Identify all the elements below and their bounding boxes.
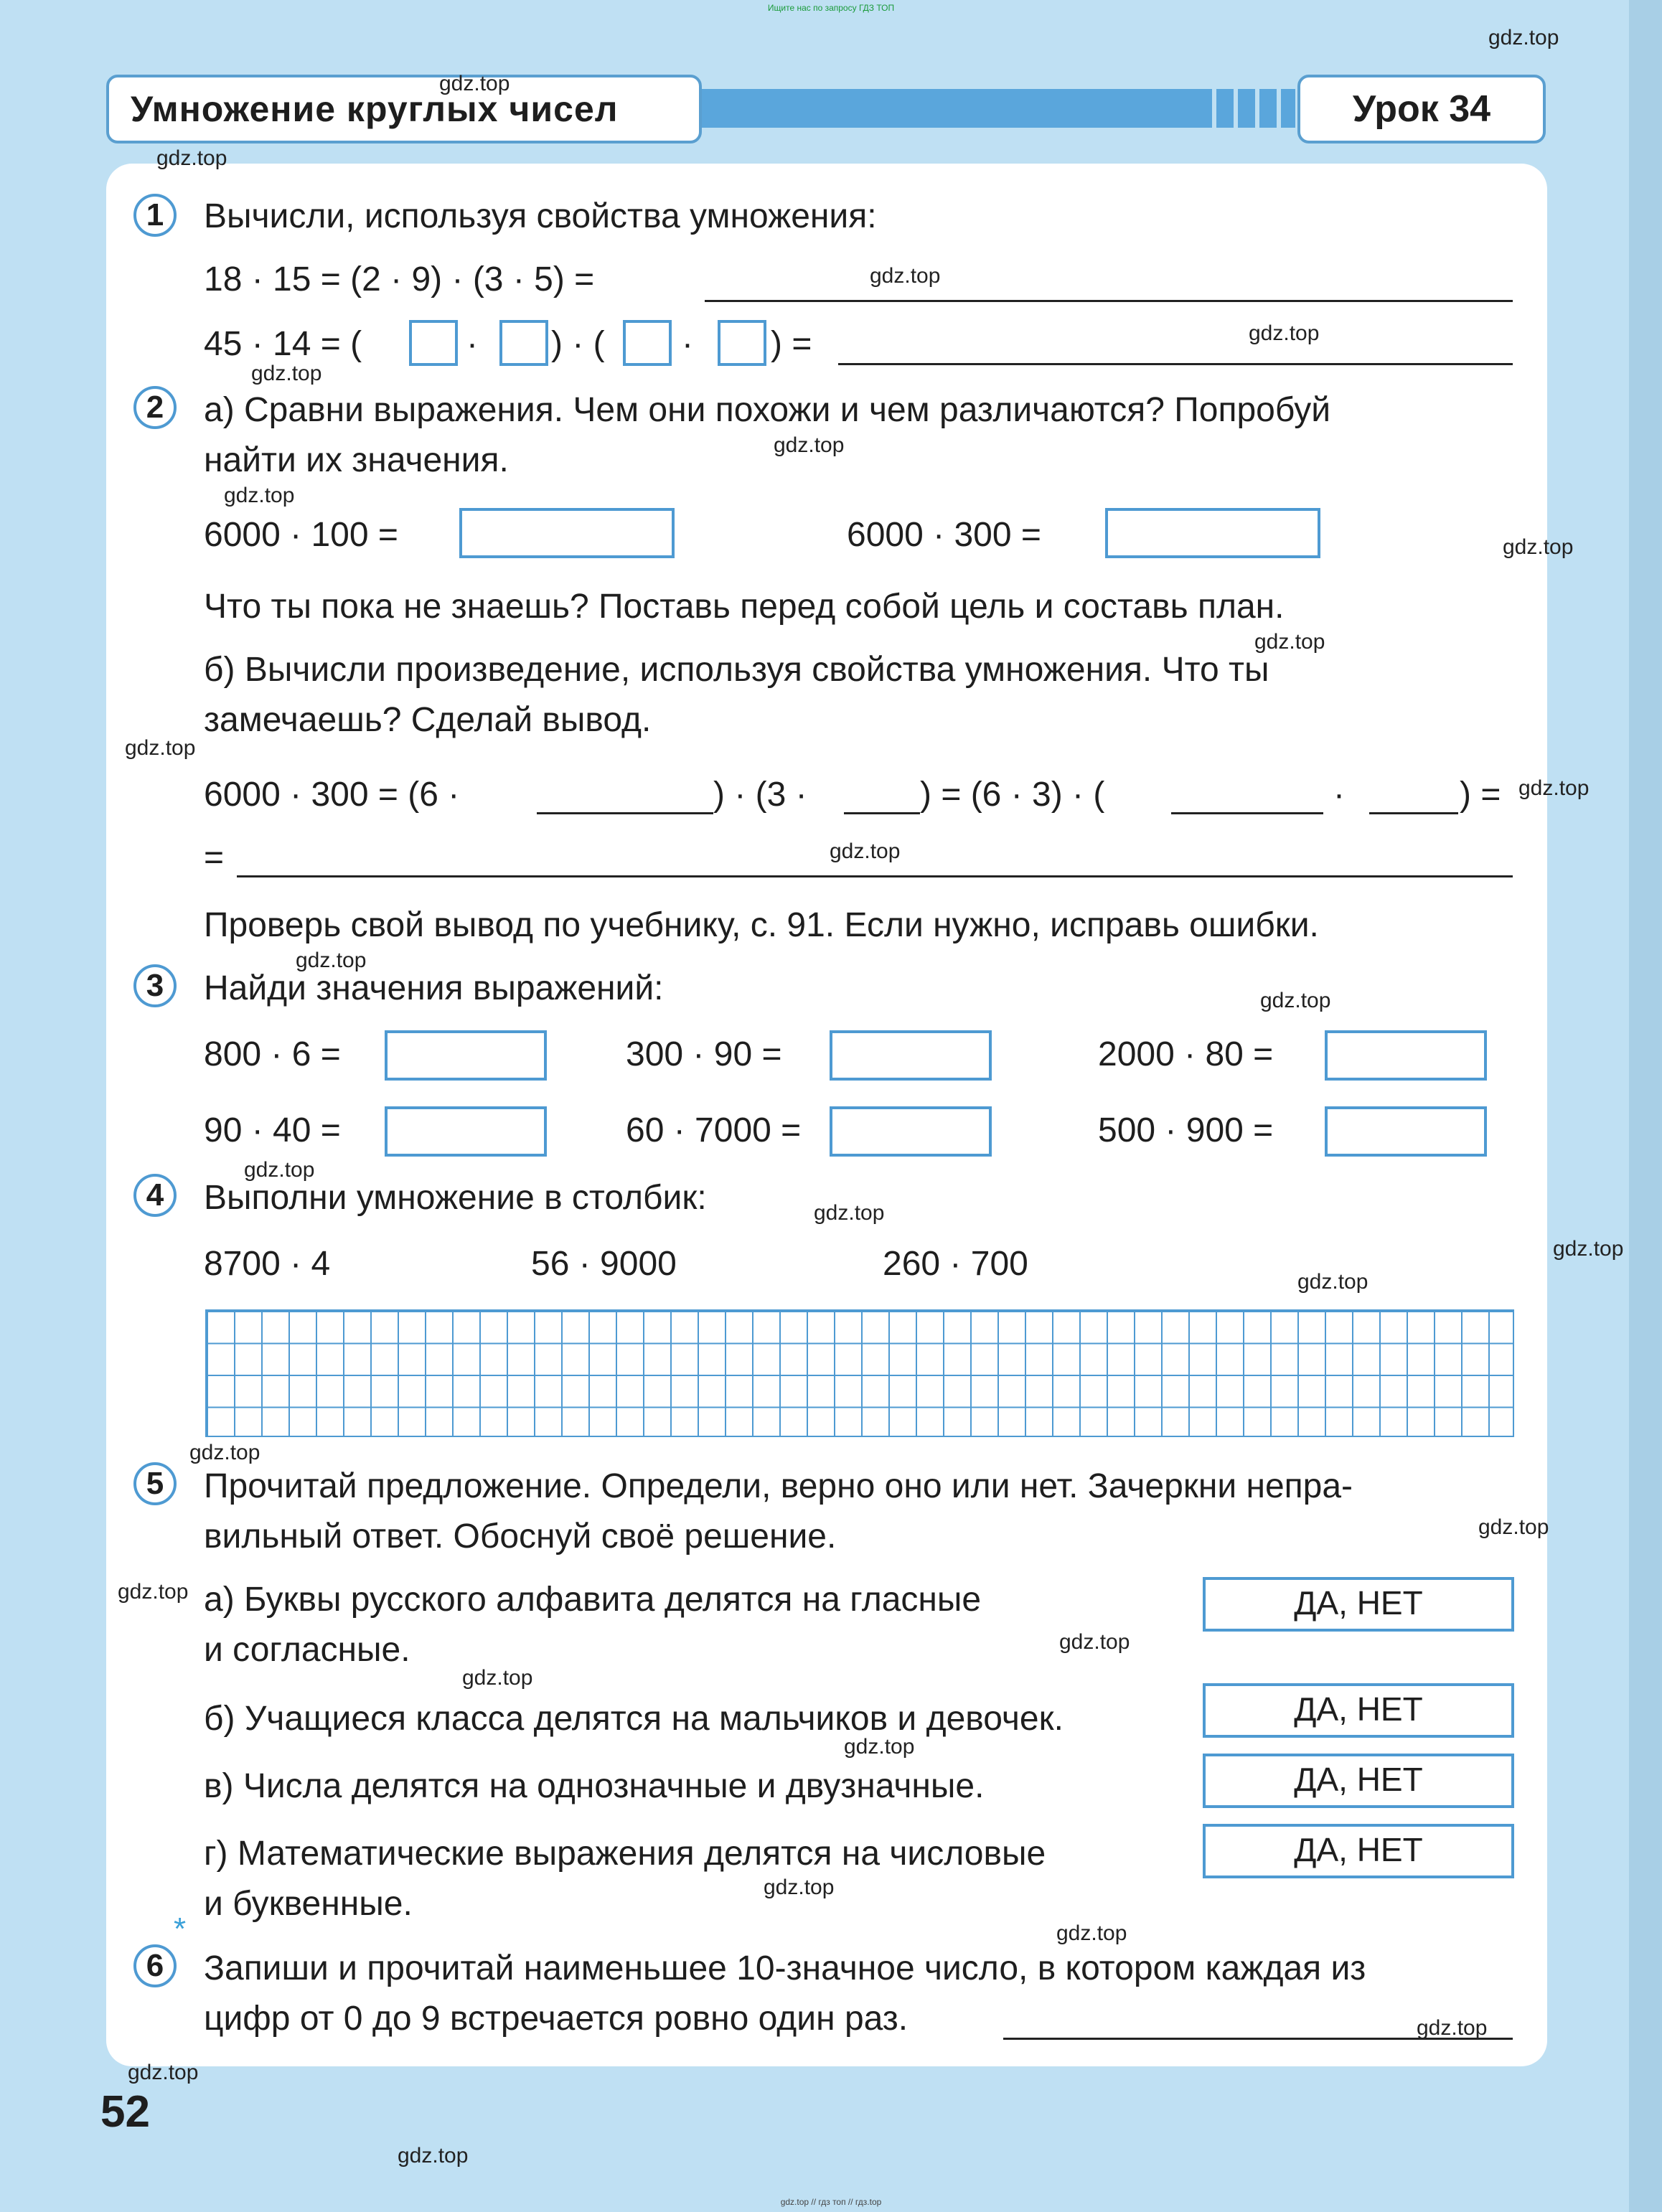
task-2b-line1: б) Вычисли произведение, используя свойства умножения. Что ты xyxy=(204,651,1269,689)
task-6-star-icon: * xyxy=(174,1911,187,1947)
watermark: gdz.top xyxy=(296,949,367,972)
task-3-expr-1: 800 · 6 = xyxy=(204,1035,341,1073)
task-3-answer-box-2[interactable] xyxy=(830,1030,992,1081)
watermark: gdz.top xyxy=(870,264,941,288)
task-3-answer-box-3[interactable] xyxy=(1325,1030,1487,1081)
watermark: gdz.top xyxy=(128,2061,199,2084)
watermark: gdz.top xyxy=(251,362,322,385)
task-1-answer-line-1[interactable] xyxy=(705,300,1513,302)
task-1-number: 1 xyxy=(133,194,177,237)
task-1-answer-line-2[interactable] xyxy=(838,363,1513,365)
watermark: gdz.top xyxy=(764,1876,835,1899)
watermark: gdz.top xyxy=(830,839,901,863)
task-5-number: 5 xyxy=(133,1462,177,1505)
watermark: gdz.top xyxy=(118,1580,189,1604)
task-2-plan: Что ты пока не знаешь? Поставь перед собой цель и составь план. xyxy=(204,588,1285,626)
task-5-line1: Прочитай предложение. Определи, верно оно или нет. Зачеркни непра- xyxy=(204,1467,1353,1505)
task-6-line1: Запиши и прочитай наименьшее 10-значное число, в котором каждая из xyxy=(204,1949,1366,1987)
watermark: gdz.top xyxy=(224,484,295,507)
task-5a-answer[interactable]: ДА, НЕТ xyxy=(1203,1577,1514,1632)
task-1-line1: 18 · 15 = (2 · 9) · (3 · 5) = xyxy=(204,260,595,298)
task-4-grid[interactable] xyxy=(205,1309,1514,1437)
watermark: gdz.top xyxy=(814,1201,885,1225)
task-4-title: Выполни умножение в столбик: xyxy=(204,1179,707,1217)
task-5a-line2: и согласные. xyxy=(204,1631,410,1669)
task-3-expr-2: 300 · 90 = xyxy=(626,1035,782,1073)
watermark: gdz.top xyxy=(1297,1270,1368,1294)
task-3-answer-box-6[interactable] xyxy=(1325,1106,1487,1157)
lesson-number: Урок 34 xyxy=(1297,75,1546,143)
task-4-expr-1: 8700 · 4 xyxy=(204,1245,331,1283)
watermark: gdz.top xyxy=(1417,2016,1488,2040)
page-edge xyxy=(1629,0,1662,2212)
task-3-expr-3: 2000 · 80 = xyxy=(1098,1035,1274,1073)
task-2b-blank-1[interactable] xyxy=(537,812,713,814)
task-2b-expr-d: · xyxy=(1333,776,1345,814)
task-2-answer-box-1[interactable] xyxy=(459,508,675,558)
task-2b-expr-e: ) = xyxy=(1460,776,1501,814)
watermark: gdz.top xyxy=(774,433,845,457)
task-2-number: 2 xyxy=(133,386,177,429)
task-5g-line2: и буквенные. xyxy=(204,1885,413,1923)
task-3-answer-box-4[interactable] xyxy=(385,1106,547,1157)
watermark: gdz.top xyxy=(844,1735,915,1759)
watermark: gdz.top xyxy=(1056,1921,1127,1945)
header-stripe-fill xyxy=(700,89,1202,128)
task-5a-line1: а) Буквы русского алфавита делятся на гласные xyxy=(204,1581,982,1619)
task-4-number: 4 xyxy=(133,1174,177,1217)
task-1-box-3[interactable] xyxy=(623,320,672,366)
watermark: gdz.top xyxy=(1254,630,1325,654)
watermark: gdz.top xyxy=(439,72,510,95)
task-2-check: Проверь свой вывод по учебнику, с. 91. Если нужно, исправь ошибки. xyxy=(204,906,1319,944)
task-2b-eq: = xyxy=(204,839,225,877)
task-1-box-2[interactable] xyxy=(499,320,548,366)
task-3-title: Найди значения выражений: xyxy=(204,969,664,1007)
task-2-expr-1: 6000 · 100 = xyxy=(204,516,398,554)
watermark: gdz.top xyxy=(1553,1237,1624,1261)
task-2b-blank-5[interactable] xyxy=(237,875,1513,877)
task-1-dot-1: · xyxy=(466,325,478,363)
task-2a-line1: а) Сравни выражения. Чем они похожи и чем различаются? Попробуй xyxy=(204,391,1331,429)
lesson-title: Умножение круглых чисел xyxy=(106,75,702,143)
watermark: gdz.top xyxy=(1518,776,1590,800)
task-2a-line2: найти их значения. xyxy=(204,441,509,479)
task-5v-answer[interactable]: ДА, НЕТ xyxy=(1203,1754,1514,1808)
watermark: gdz.top xyxy=(189,1441,260,1464)
task-3-expr-4: 90 · 40 = xyxy=(204,1111,341,1149)
task-1-dot-2: · xyxy=(682,325,693,363)
watermark: gdz.top xyxy=(462,1666,533,1690)
task-3-number: 3 xyxy=(133,964,177,1007)
task-5g-line1: г) Математические выражения делятся на числовые xyxy=(204,1835,1046,1873)
watermark: gdz.top xyxy=(1249,321,1320,345)
task-5b-text: б) Учащиеся класса делятся на мальчиков и девочек. xyxy=(204,1700,1064,1738)
task-1-title: Вычисли, используя свойства умножения: xyxy=(204,197,877,235)
watermark: gdz.top xyxy=(244,1158,315,1182)
task-2b-blank-3[interactable] xyxy=(1171,812,1323,814)
watermark: gdz.top xyxy=(398,2144,469,2168)
task-5v-text: в) Числа делятся на однозначные и двузначные. xyxy=(204,1767,985,1805)
bottom-note: gdz.top // гдз топ // гдз.top xyxy=(780,2197,882,2207)
watermark: gdz.top xyxy=(156,146,227,170)
task-3-answer-box-1[interactable] xyxy=(385,1030,547,1081)
task-2b-expr-a: 6000 · 300 = (6 · xyxy=(204,776,460,814)
task-6-number: 6 xyxy=(133,1944,177,1987)
task-2b-blank-2[interactable] xyxy=(844,812,920,814)
top-note: Ищите нас по запросу ГДЗ ТОП xyxy=(767,3,895,13)
page-number: 52 xyxy=(100,2087,150,2137)
watermark: gdz.top xyxy=(1503,535,1574,559)
task-1-line2-start: 45 · 14 = ( xyxy=(204,325,362,363)
task-3-answer-box-5[interactable] xyxy=(830,1106,992,1157)
task-2b-line2: замечаешь? Сделай вывод. xyxy=(204,701,652,739)
task-6-line2: цифр от 0 до 9 встречается ровно один раз. xyxy=(204,2000,909,2038)
task-2b-expr-c: ) = (6 · 3) · ( xyxy=(920,776,1105,814)
task-1-box-1[interactable] xyxy=(409,320,458,366)
task-5b-answer[interactable]: ДА, НЕТ xyxy=(1203,1683,1514,1738)
watermark: gdz.top xyxy=(1488,26,1559,50)
task-3-expr-6: 500 · 900 = xyxy=(1098,1111,1274,1149)
task-4-expr-2: 56 · 9000 xyxy=(531,1245,677,1283)
task-2-answer-box-2[interactable] xyxy=(1105,508,1320,558)
task-5g-answer[interactable]: ДА, НЕТ xyxy=(1203,1824,1514,1878)
watermark: gdz.top xyxy=(1059,1630,1130,1654)
task-1-box-4[interactable] xyxy=(718,320,766,366)
task-4-expr-3: 260 · 700 xyxy=(883,1245,1028,1283)
task-2b-blank-4[interactable] xyxy=(1369,812,1458,814)
task-1-paren-mid: ) · ( xyxy=(551,325,605,363)
task-2-expr-2: 6000 · 300 = xyxy=(847,516,1041,554)
watermark: gdz.top xyxy=(1478,1515,1549,1539)
watermark: gdz.top xyxy=(125,736,196,760)
task-5-line2: вильный ответ. Обоснуй своё решение. xyxy=(204,1517,837,1556)
watermark: gdz.top xyxy=(1260,989,1331,1012)
task-2b-expr-b: ) · (3 · xyxy=(713,776,807,814)
task-1-paren-end: ) = xyxy=(771,325,812,363)
task-3-expr-5: 60 · 7000 = xyxy=(626,1111,802,1149)
